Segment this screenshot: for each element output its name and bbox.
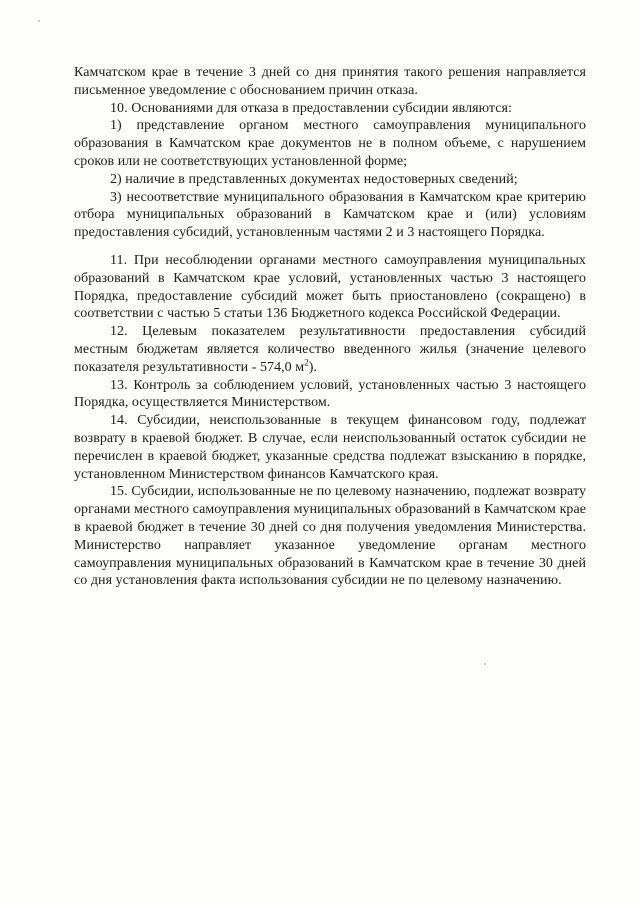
paragraph-13: 13. Контроль за соблюдением условий, установленных частью 3 настоящего Порядка, осуществляется Министерством. xyxy=(74,377,586,411)
paragraph-12 xyxy=(74,323,586,376)
scan-speck xyxy=(38,20,40,22)
paragraph-11: 11. При несоблюдении органами местного самоуправления муниципальных образований в Камчатском крае условий, установленных частью 3 настоящего Порядка, предоставление субсидий может быть приостановлено (сокращено) в соответствии с частью 5 статьи 136 Бюджетного кодекса Российской Федерации. xyxy=(74,252,586,322)
paragraph-12-superscript: 2 xyxy=(304,357,309,368)
paragraph-15: 15. Субсидии, использованные не по целевому назначению, подлежат возврату органами местного самоуправления муниципальных образований в Камчатском крае в краевой бюджет в течение 30 дней со дня получения уведомления Министерства. Министерство направляет указанное уведомление органам местного самоуправления муниципальных образований в Камчатском крае в течение 30 дней со дня установления факта использования субсидии не по целевому назначению. xyxy=(74,484,586,589)
document-body xyxy=(74,64,586,590)
paragraph-10: 10. Основаниями для отказа в предоставлении субсидии являются: xyxy=(110,100,512,116)
paragraph-12-end: ). xyxy=(308,359,318,375)
paragraph-continuation: Камчатском крае в течение 3 дней со дня принятия такого решения направляется письменное уведомление с обоснованием причин отказа. xyxy=(74,65,586,98)
paragraph-10-item-1: 1) представление органом местного самоуправления муниципального образования в Камчатском крае документов не в полном объеме, с нарушением сроков или не соответствующих установленной форме; xyxy=(74,118,586,169)
scan-speck xyxy=(484,663,486,665)
paragraph-12-text: 12. Целевым показателем результативности предоставления субсидий местным бюджетам является количество введенного жилья (значение целевого показателя результативности - 574,0 м xyxy=(74,324,586,375)
paragraph-14: 14. Субсидии, неиспользованные в текущем финансовом году, подлежат возврату в краевой бюджет. В случае, если неиспользованный остаток субсидии не перечислен в краевой бюджет, указанные средства подлежат взысканию в порядке, установленном Министерством финансов Камчатского края. xyxy=(74,413,586,482)
paragraph-10-item-2: 2) наличие в представленных документах недостоверных сведений; xyxy=(110,171,518,187)
paragraph-10-item-3: 3) несоответствие муниципального образования в Камчатском крае критерию отбора муниципальных образований в Камчатском крае и (или) условиям предоставления субсидий, установленным частями 2 и 3 настоящего Порядка. xyxy=(74,189,586,241)
